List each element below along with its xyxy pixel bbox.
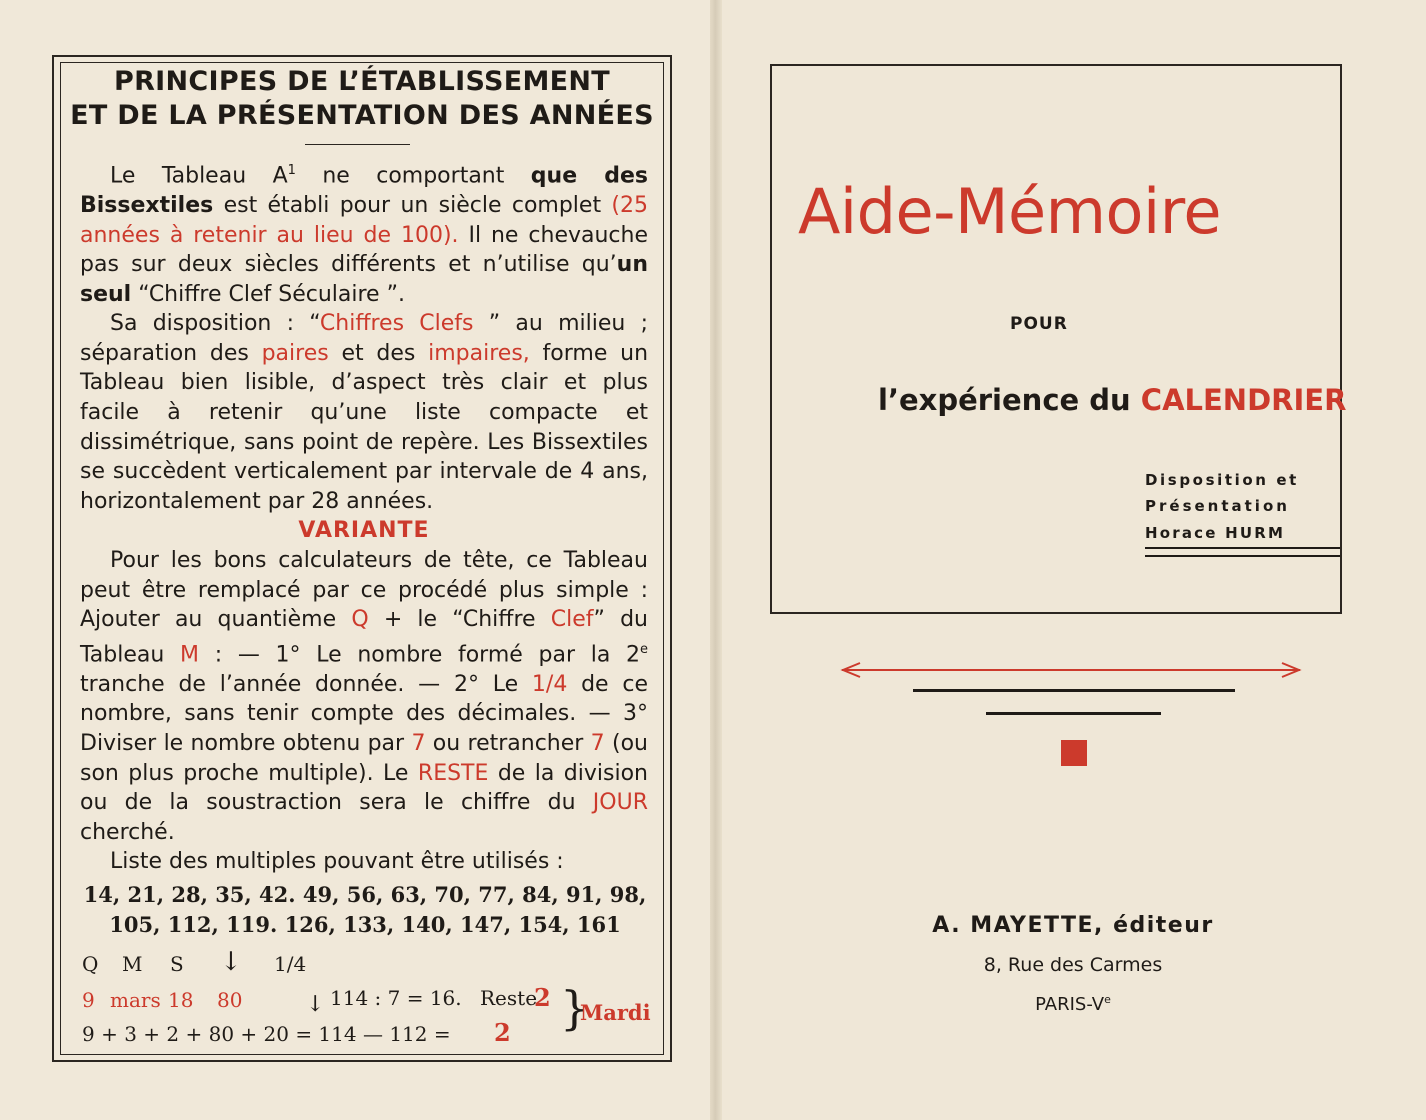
- p1-b: ne comportant: [295, 163, 531, 189]
- example-header-q: Q: [82, 952, 99, 976]
- p3-q: JOUR: [592, 790, 648, 816]
- p3-i: 1/4: [531, 671, 568, 697]
- example-row-arrow: ↓: [306, 992, 325, 1017]
- p3-a: Pour les bons calculateurs de tête, ce Tableau peut être remplacé par ce procédé plus simple : Ajouter au quantième: [80, 548, 648, 633]
- p3-k: 7: [411, 730, 426, 756]
- p2-e: et des: [328, 340, 429, 366]
- p3-e: ” du Tableau: [80, 607, 648, 668]
- p3-g: : — 1° Le nombre formé par la 2: [199, 642, 641, 668]
- paragraph-1: [80, 156, 648, 309]
- p2-a: Sa disposition : “: [110, 311, 320, 337]
- p3-n: (ou son plus proche multiple). Le: [80, 730, 648, 786]
- variante-heading: VARIANTE: [298, 518, 430, 544]
- example-month: mars: [110, 988, 161, 1012]
- ornament-square: [1061, 740, 1087, 766]
- p1-e: (25 années à retenir au lieu de 100).: [80, 192, 648, 248]
- p2-f: impaires,: [428, 340, 530, 366]
- example-century: 18: [168, 988, 194, 1012]
- cover-pour: POUR: [1010, 314, 1068, 334]
- left-title-line-2: ET DE LA PRÉSENTATION DES ANNÉES: [70, 100, 654, 131]
- left-title-line-1: PRINCIPES DE L’ÉTABLISSEMENT: [113, 66, 610, 97]
- p3-p: de la division ou de la soustraction sera le chiffre du: [80, 760, 648, 816]
- p3-j: de ce nombre, sans tenir compte des décimales. — 3° Diviser le nombre obtenu par: [80, 671, 648, 756]
- example-header-arrow: ↓: [220, 947, 242, 977]
- example-day: 9: [82, 988, 95, 1012]
- p3-m: 7: [590, 730, 605, 756]
- publisher-name: A. MAYETTE,: [932, 913, 1104, 938]
- cover-subtitle: [878, 383, 1346, 417]
- p1-a: Le Tableau A: [110, 163, 288, 189]
- p3-g-sup: e: [640, 641, 649, 657]
- publisher-city-text: PARIS-V: [1035, 994, 1105, 1015]
- p3-c: + le “Chiffre: [368, 607, 551, 633]
- p3-l: ou retrancher: [425, 730, 591, 756]
- example-header-m: M: [122, 952, 143, 976]
- paragraph-2: [80, 309, 648, 516]
- example-sum-value: 2: [494, 1018, 511, 1047]
- p1-a-sup: 1: [287, 163, 296, 178]
- credit-line-1: Disposition et: [1145, 471, 1299, 489]
- ornament-rule-short: [986, 712, 1161, 715]
- p2-d: paires: [261, 340, 329, 366]
- p3-o: RESTE: [417, 760, 489, 786]
- p3-f: M: [180, 642, 200, 668]
- example-division: 114 : 7 = 16.: [330, 986, 462, 1010]
- example-header-s: S: [170, 952, 184, 976]
- page-fold: [710, 0, 722, 1120]
- credit-line-2: Présentation: [1145, 497, 1290, 515]
- cover-title: Aide-Mémoire: [798, 175, 1221, 248]
- example-sum: 9 + 3 + 2 + 80 + 20 = 114 — 112 =: [82, 1022, 451, 1046]
- p3-r: cherché.: [80, 819, 175, 845]
- cover-subtitle-b: CALENDRIER: [1140, 383, 1347, 417]
- p2-b: Chiffres Clefs: [319, 311, 474, 337]
- title-underline: [305, 144, 410, 145]
- publisher-address: 8, Rue des Carmes: [983, 954, 1163, 976]
- credit-line-3: Horace HURM: [1145, 524, 1286, 542]
- p1-g: un seul: [80, 252, 648, 307]
- p3-b: Q: [351, 607, 369, 633]
- example-result-day: Mardi: [580, 1000, 651, 1025]
- left-body-text: [80, 156, 648, 877]
- p2-g: forme un Tableau bien lisible, d’aspect très clair et plus facile à retenir qu’une liste compacte et dissimétrique, sans point de repère. Les Bissextiles se succèdent verticalement par intervale de 4 ans, horizontalement par 28 années.: [80, 340, 649, 514]
- publisher: [720, 913, 1426, 938]
- p1-c: que des Bissextiles: [80, 163, 648, 218]
- publisher-role: éditeur: [1103, 913, 1214, 938]
- cover-subtitle-a: l’expérience du: [878, 383, 1141, 417]
- p3-h: tranche de l’année donnée. — 2° Le: [80, 671, 532, 697]
- p2-c: ” au milieu ; séparation des: [80, 311, 648, 366]
- multiples-line-2: 105, 112, 119. 126, 133, 140, 147, 154, 161: [109, 912, 621, 937]
- double-arrow-ornament: [838, 658, 1304, 682]
- example-header-quarter: 1/4: [274, 952, 307, 976]
- p1-d: est établi pour un siècle complet: [213, 192, 612, 218]
- p3-d: Clef: [550, 607, 594, 633]
- multiples-line-1: 14, 21, 28, 35, 42. 49, 56, 63, 70, 77, 84, 91, 98,: [83, 882, 647, 907]
- credit-rule-2: [1145, 555, 1340, 557]
- ornament-rule-long: [913, 689, 1235, 692]
- paragraph-3: [80, 546, 648, 847]
- publisher-city-sup: e: [1104, 993, 1111, 1006]
- publisher-city: [720, 993, 1426, 1015]
- p1-h: “Chiffre Clef Séculaire ”.: [131, 281, 405, 307]
- p1-f: Il ne chevauche pas sur deux siècles différents et n’utilise qu’: [80, 222, 648, 278]
- example-reste-value: 2: [534, 983, 551, 1012]
- multiples-lead: Liste des multiples pouvant être utilisés :: [110, 849, 564, 875]
- example-brace: }: [560, 981, 590, 1035]
- credit-rule-1: [1145, 547, 1340, 549]
- example-reste-label: Reste: [480, 986, 538, 1010]
- example-year: 80: [217, 988, 243, 1012]
